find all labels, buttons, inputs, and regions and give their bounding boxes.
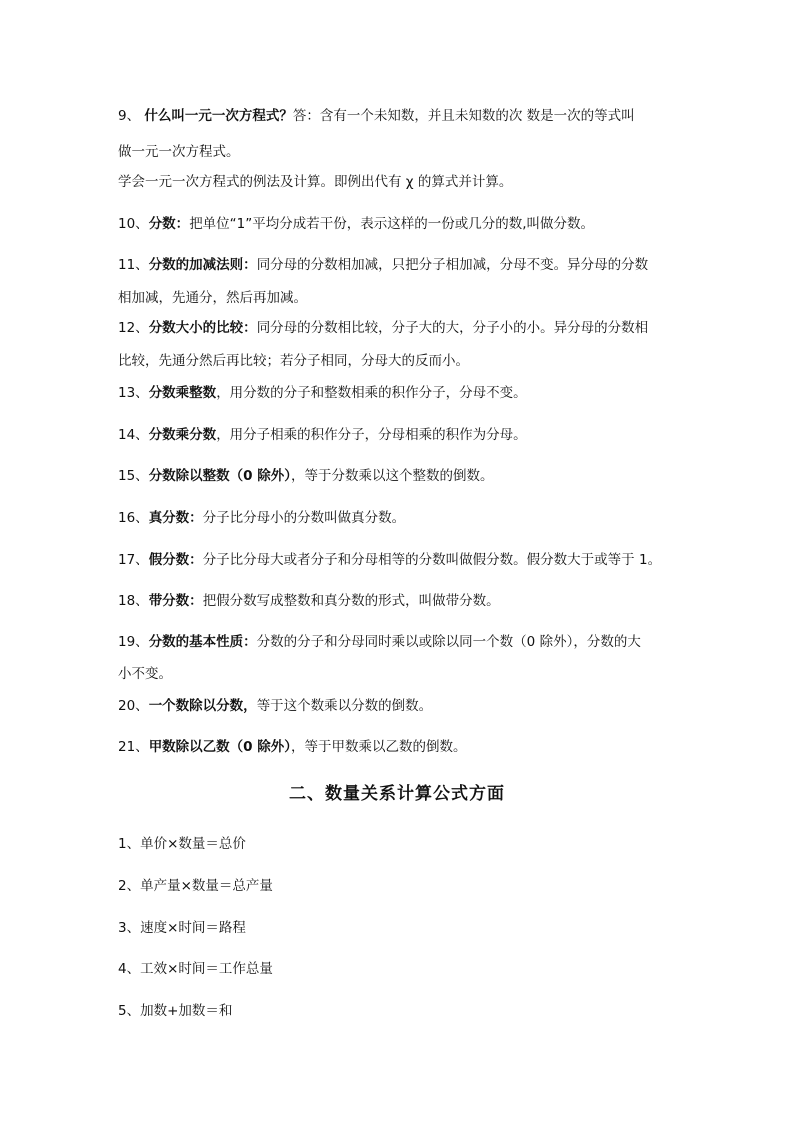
item-18 <box>118 593 688 609</box>
item-term: 一个数除以分数， <box>148 698 257 714</box>
note-line: 学会一元一次方程式的例法及计算。即例出代有 χ 的算式并计算。 <box>118 174 513 190</box>
item-19 <box>118 634 688 650</box>
item-term: 分数的加减法则： <box>148 257 257 273</box>
item-15 <box>118 468 688 484</box>
item-9-continuation: 做一元一次方程式。 <box>118 144 240 160</box>
item-text: ，等于分数乘以这个整数的倒数。 <box>291 468 494 484</box>
item-text: 分子比分母大或者分子和分母相等的分数叫做假分数。假分数大于或等于 1。 <box>202 552 662 568</box>
item-term: 分数乘整数 <box>148 385 217 401</box>
item-number: 13、 <box>118 385 149 401</box>
item-11 <box>118 257 688 273</box>
formula-line: 1、单价×数量＝总价 <box>118 836 246 852</box>
item-12-continuation: 比较，先通分然后再比较；若分子相同，分母大的反而小。 <box>118 353 469 369</box>
item-number: 18、 <box>118 593 149 609</box>
item-number: 10、 <box>118 216 149 232</box>
item-text: 分数的分子和分母同时乘以或除以同一个数（0 除外），分数的大 <box>256 634 641 650</box>
item-term: 真分数： <box>148 510 203 526</box>
item-text: 等于这个数乘以分数的倒数。 <box>256 698 433 714</box>
item-text: 同分母的分数相加减，只把分子相加减，分母不变。异分母的分数 <box>256 257 649 273</box>
item-number: 17、 <box>118 552 149 568</box>
item-number: 11、 <box>118 257 149 273</box>
item-term: 分数： <box>148 216 190 232</box>
item-number: 9、 <box>118 108 141 124</box>
formula-line: 4、工效×时间＝工作总量 <box>118 961 273 977</box>
item-term: 带分数： <box>148 593 203 609</box>
section-title: 二、数量关系计算公式方面 <box>289 784 505 804</box>
item-term: 分数的基本性质： <box>148 634 257 650</box>
item-term: 分数大小的比较： <box>148 320 257 336</box>
item-number: 14、 <box>118 427 149 443</box>
item-text: ，用分数的分子和整数相乘的积作分子，分母不变。 <box>216 385 527 401</box>
item-10 <box>118 216 688 232</box>
item-term: 假分数： <box>148 552 203 568</box>
formula-line: 3、速度×时间＝路程 <box>118 920 246 936</box>
item-number: 12、 <box>118 320 149 336</box>
item-term: 分数乘分数 <box>148 427 217 443</box>
item-term: 甲数除以乙数（0 除外） <box>148 739 292 755</box>
item-20 <box>118 698 688 714</box>
item-text: 分子比分母小的分数叫做真分数。 <box>202 510 406 526</box>
item-term: 分数除以整数（0 除外） <box>148 468 292 484</box>
item-text: ，等于甲数乘以乙数的倒数。 <box>291 739 467 755</box>
item-number: 16、 <box>118 510 149 526</box>
item-number: 19、 <box>118 634 149 650</box>
item-19-continuation: 小不变。 <box>118 666 172 682</box>
item-term: 什么叫一元一次方程式？ <box>144 108 293 124</box>
item-11-continuation: 相加减，先通分，然后再加减。 <box>118 290 307 306</box>
item-text: 把单位“1”平均分成若干份，表示这样的一份或几分的数,叫做分数。 <box>189 216 595 232</box>
item-text: 把假分数写成整数和真分数的形式，叫做带分数。 <box>202 593 500 609</box>
item-9 <box>118 108 688 124</box>
item-21 <box>118 739 688 755</box>
item-number: 20、 <box>118 698 149 714</box>
item-text: 同分母的分数相比较，分子大的大，分子小的小。异分母的分数相 <box>256 320 649 336</box>
formula-line: 2、单产量×数量＝总产量 <box>118 878 273 894</box>
item-12 <box>118 320 688 336</box>
item-17 <box>118 552 688 568</box>
item-16 <box>118 510 688 526</box>
item-text: ，用分子相乘的积作分子，分母相乘的积作为分母。 <box>216 427 527 443</box>
item-14 <box>118 427 688 443</box>
item-text: 答：含有一个未知数，并且未知数的次 数是一次的等式叫 <box>292 108 635 124</box>
item-number: 15、 <box>118 468 149 484</box>
item-13 <box>118 385 688 401</box>
item-number: 21、 <box>118 739 149 755</box>
formula-line: 5、加数+加数＝和 <box>118 1003 233 1019</box>
